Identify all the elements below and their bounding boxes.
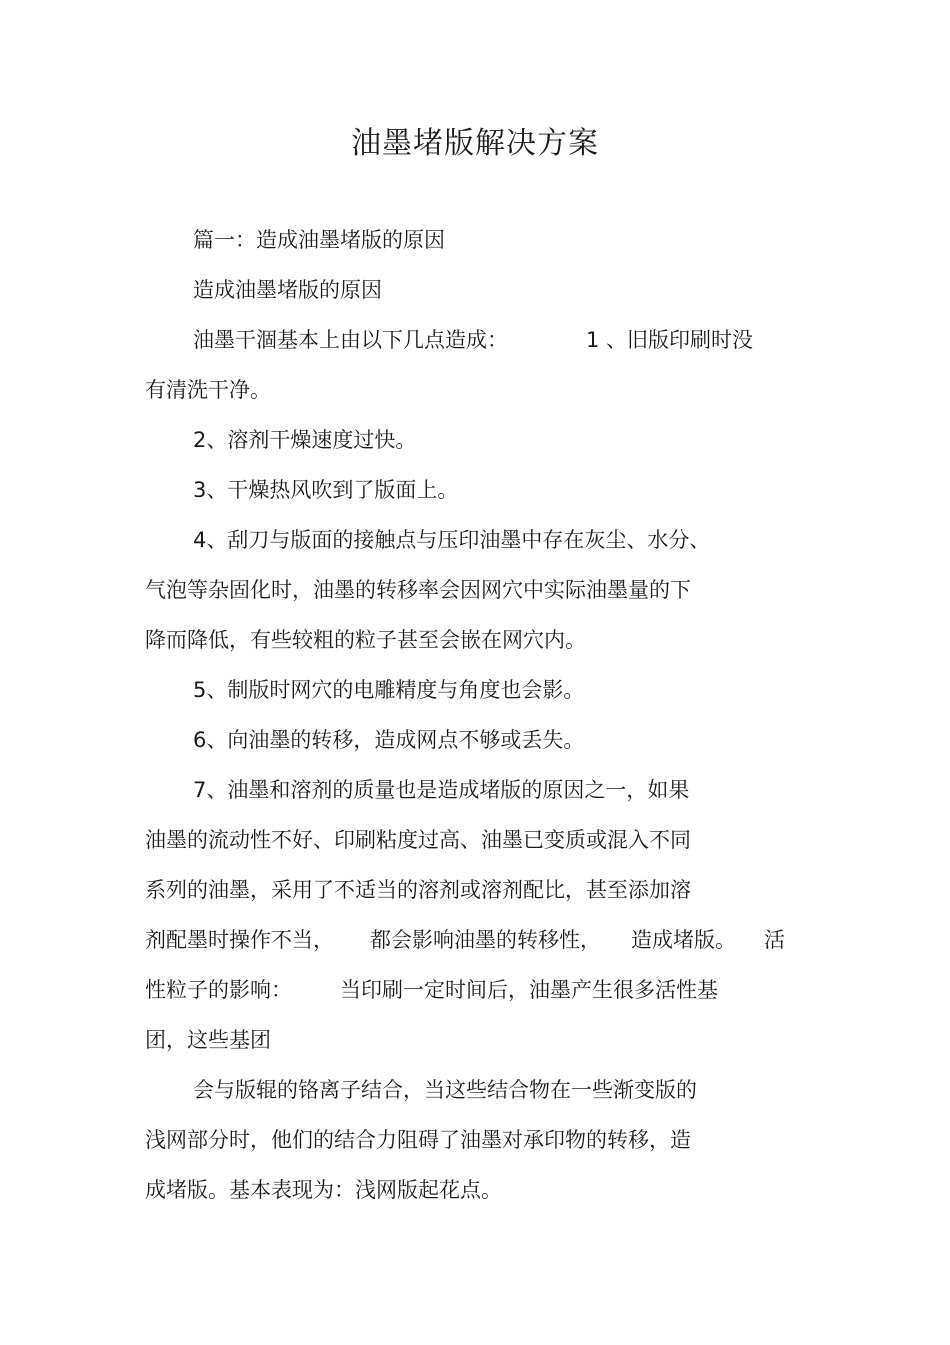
text-segment: 都会影响油墨的转移性， bbox=[370, 928, 601, 952]
paragraph-line bbox=[145, 925, 785, 955]
paragraph-line: 有清洗干净。 bbox=[145, 378, 271, 402]
paragraph-line: 3、干燥热风吹到了版面上。 bbox=[193, 478, 459, 502]
paragraph-line: 油墨的流动性不好、印刷粘度过高、油墨已变质或混入不同 bbox=[145, 828, 691, 852]
text-segment: 性粒子的影响： bbox=[145, 978, 292, 1002]
paragraph-line: 会与版辊的铬离子结合，当这些结合物在一些渐变版的 bbox=[193, 1078, 697, 1102]
text-segment: 剂配墨时操作不当， bbox=[145, 928, 334, 952]
document-title: 油墨堵版解决方案 bbox=[351, 126, 599, 161]
paragraph-line bbox=[145, 975, 718, 1005]
paragraph-line: 浅网部分时，他们的结合力阻碍了油墨对承印物的转移，造 bbox=[145, 1128, 691, 1152]
text-segment: 活 bbox=[764, 928, 785, 952]
paragraph-line: 5、制版时网穴的电雕精度与角度也会影。 bbox=[193, 678, 585, 702]
paragraph-line: 造成油墨堵版的原因 bbox=[193, 278, 382, 302]
text-segment: 1 、旧版印刷时没 bbox=[586, 328, 754, 352]
paragraph-line bbox=[193, 325, 753, 355]
paragraph-line: 团，这些基团 bbox=[145, 1028, 271, 1052]
text-segment: 当印刷一定时间后，油墨产生很多活性基 bbox=[340, 978, 718, 1002]
paragraph-line: 系列的油墨，采用了不适当的溶剂或溶剂配比，甚至添加溶 bbox=[145, 878, 691, 902]
paragraph-line: 7、油墨和溶剂的质量也是造成堵版的原因之一，如果 bbox=[193, 778, 690, 802]
text-segment: 油墨干涸基本上由以下几点造成： bbox=[193, 328, 508, 352]
paragraph-line: 4、刮刀与版面的接触点与压印油墨中存在灰尘、水分、 bbox=[193, 528, 711, 552]
paragraph-line: 成堵版。基本表现为：浅网版起花点。 bbox=[145, 1178, 502, 1202]
paragraph-line: 2、溶剂干燥速度过快。 bbox=[193, 428, 417, 452]
text-segment: 造成堵版。 bbox=[631, 928, 736, 952]
paragraph-line: 降而降低，有些较粗的粒子甚至会嵌在网穴内。 bbox=[145, 628, 586, 652]
paragraph-line: 6、向油墨的转移，造成网点不够或丢失。 bbox=[193, 728, 585, 752]
paragraph-line: 气泡等杂固化时，油墨的转移率会因网穴中实际油墨量的下 bbox=[145, 578, 691, 602]
paragraph-line: 篇一：造成油墨堵版的原因 bbox=[193, 228, 445, 252]
